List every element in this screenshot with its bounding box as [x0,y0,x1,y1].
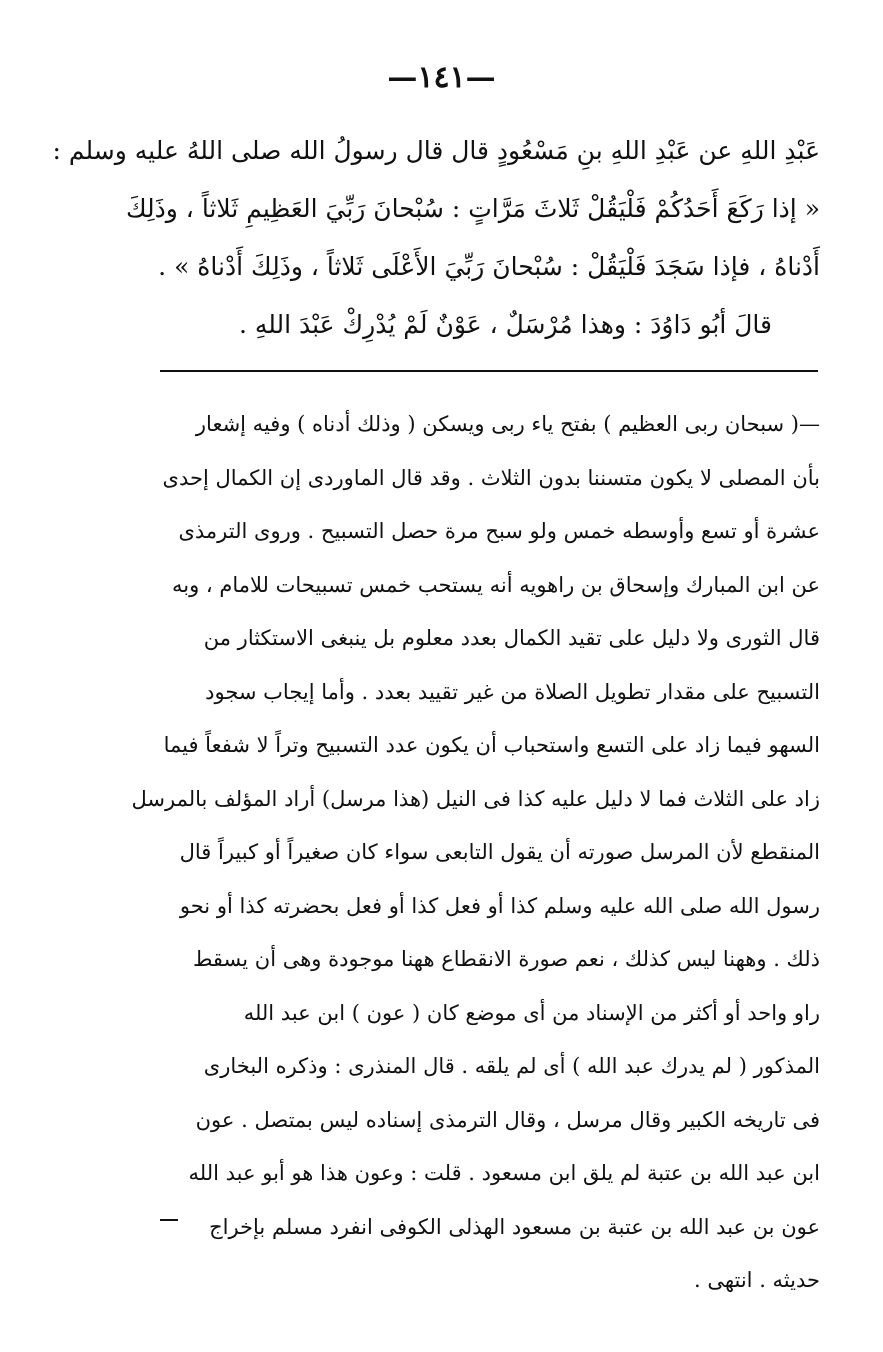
separator-rule [160,370,818,372]
commentary-line: راو واحد أو أكثر من الإسناد من أى موضع كان ( عون ) ابن عبد الله [243,1000,820,1025]
commentary-line: زاد على الثلاث فما لا دليل عليه كذا فى النيل (هذا مرسل) أراد المؤلف بالمرسل [131,786,820,811]
commentary-text [131,398,820,1308]
commentary-line: —( سبحان ربى العظيم ) بفتح ياء ربى ويسكن ( وذلك أدناه ) وفيه إشعار [195,412,820,436]
commentary-line: فى تاريخه الكبير وقال مرسل ، وقال الترمذى إسناده ليس بمتصل . عون [195,1107,820,1132]
commentary-line: عون بن عبد الله بن عتبة بن مسعود الهذلى الكوفى انفرد مسلم بإخراج [209,1214,820,1239]
hadith-line: « إذا رَكَعَ أَحَدُكُمْ فَلْيَقُلْ ثَلاثَ مَرَّاتٍ : سُبْحانَ رَبِّيَ العَظِيمِ ثَلاثاً ، وذَلِكَ [125,194,820,223]
commentary-line: رسول الله صلى الله عليه وسلم كذا أو فعل كذا أو فعل بحضرته كذا أو نحو [179,893,820,918]
commentary-line: عشرة أو تسع وأوسطه خمس ولو سبح مرة حصل التسبيح . وروى الترمذى [178,519,820,543]
page-number: —١٤١— [387,60,496,95]
commentary-line: المذكور ( لم يدرك عبد الله ) أى لم يلقه . قال المنذرى : وذكره البخارى [203,1054,820,1078]
end-dash [160,1219,178,1221]
commentary-line: قال الثورى ولا دليل على تقيد الكمال بعدد معلوم بل ينبغى الاستكثار من [203,626,820,650]
commentary-line: بأن المصلى لا يكون متسننا بدون الثلاث . وقد قال الماوردى إن الكمال إحدى [162,465,820,490]
commentary-line: السهو فيما زاد على التسع واستحباب أن يكون عدد التسبيح وتراً لا شفعاً فيما [163,733,820,757]
hadith-line: أَدْناهُ ، فإذا سَجَدَ فَلْيَقُلْ : سُبْحانَ رَبِّيَ الأَعْلَى ثَلاثاً ، وذَلِكَ أَدْناهُ » . [158,252,820,281]
commentary-line: ذلك . وههنا ليس كذلك ، نعم صورة الانقطاع ههنا موجودة وهى أن يسقط [192,947,820,971]
abu-dawud-note: قالَ أبُو دَاوُدَ : وهذا مُرْسَلٌ ، عَوْنٌ لَمْ يُدْرِكْ عَبْدَ اللهِ . [238,310,772,339]
commentary-line: المنقطع لأن المرسل صورته أن يقول التابعى سواء كان صغيراً أو كبيراً قال [179,840,820,864]
commentary-line: عن ابن المبارك وإسحاق بن راهويه أنه يستحب خمس تسبيحات للامام ، وبه [172,572,820,597]
commentary-line: ابن عبد الله بن عتبة لم يلق ابن مسعود . قلت : وعون هذا هو أبو عبد الله [188,1161,820,1185]
hadith-line: عَبْدِ اللهِ عن عَبْدِ اللهِ بنِ مَسْعُودٍ قال قال رسولُ الله صلى اللهُ عليه وسلم : [52,136,820,165]
hadith-text [52,122,820,354]
commentary-line: حديثه . انتهى . [693,1268,820,1292]
commentary-line: التسبيح على مقدار تطويل الصلاة من غير تقييد بعدد . وأما إيجاب سجود [205,679,820,704]
